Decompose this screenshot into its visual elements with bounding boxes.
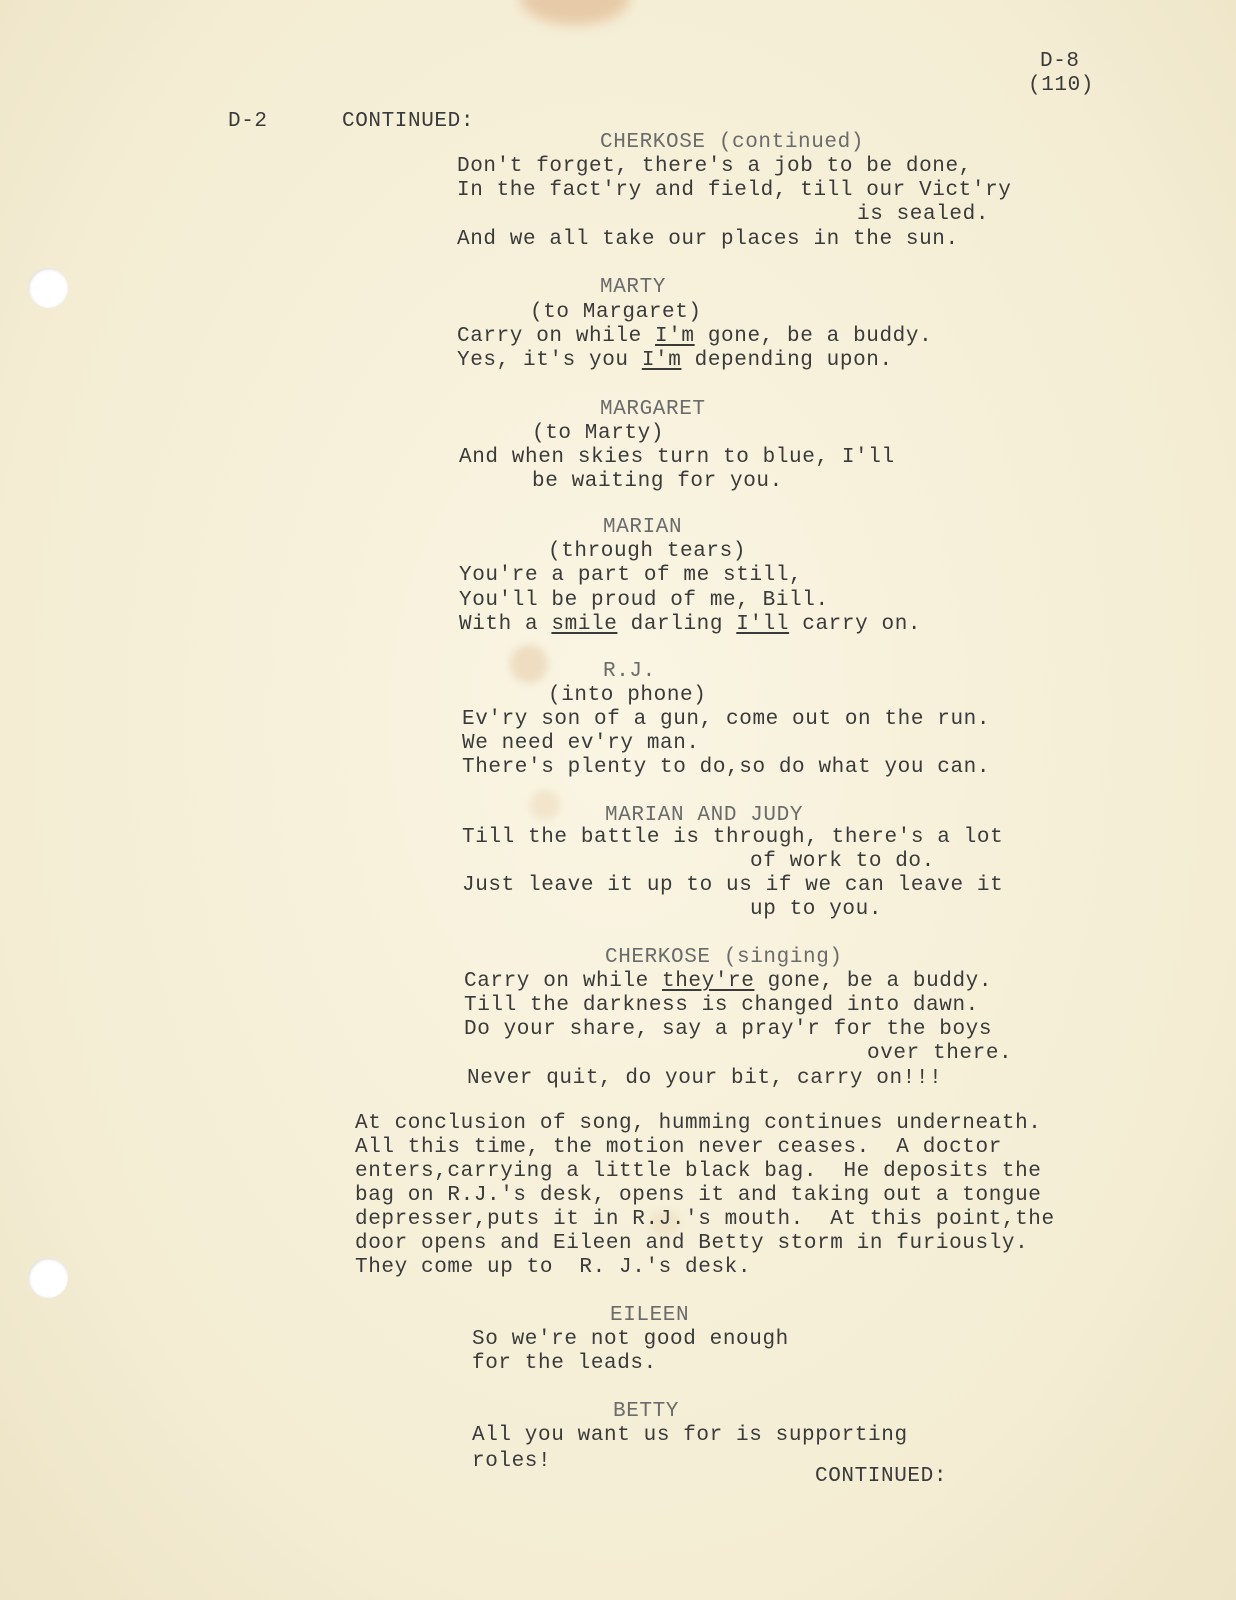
lyric-line: And we all take our places in the sun. [457,228,959,251]
stain-top [520,0,630,25]
page-index: (110) [1028,74,1095,97]
parenthetical: (to Margaret) [530,301,702,324]
lyric-line: Till the battle is through, there's a lot [462,826,1004,849]
action-line: depresser,puts it in R.J.'s mouth. At this point,the [355,1208,1055,1231]
lyric-line: Do your share, say a pray'r for the boys [464,1018,993,1041]
lyric-line: Never quit, do your bit, carry on!!! [467,1067,943,1090]
parenthetical: (to Marty) [532,422,665,445]
lyric-line: over there. [867,1042,1013,1065]
continued-bottom: CONTINUED: [815,1465,948,1488]
lyric-line: Carry on while I'm gone, be a buddy. [457,325,933,348]
punch-hole-top [28,268,68,308]
lyric-line: Just leave it up to us if we can leave it [462,874,1004,897]
character-name: MARTY [600,276,667,299]
underlined-word: I'll [736,613,790,636]
action-line: At conclusion of song, humming continues underneath. [355,1112,1042,1135]
parenthetical: (through tears) [548,540,747,563]
continued-top: CONTINUED: [342,110,475,133]
character-name: BETTY [613,1400,680,1423]
underlined-word: I'm [641,349,682,372]
dialogue-line: roles! [472,1450,552,1473]
punch-hole-bottom [28,1258,68,1298]
lyric-line: Till the darkness is changed into dawn. [464,994,979,1017]
lyric-line: Don't forget, there's a job to be done, [457,155,972,178]
character-name: CHERKOSE (singing) [605,946,843,969]
lyric-line: In the fact'ry and field, till our Vict'ry [457,179,1012,202]
action-line: enters,carrying a little black bag. He deposits the [355,1160,1042,1183]
lyric-line: There's plenty to do,so do what you can. [462,756,991,779]
underlined-word: I'm [655,325,695,348]
lyric-line: is sealed. [857,203,990,226]
lyric-line: And when skies turn to blue, I'll [459,446,895,469]
dialogue-line: for the leads. [472,1352,657,1375]
page-number: D-8 [1040,50,1080,73]
action-line: They come up to R. J.'s desk. [355,1256,752,1279]
action-line: door opens and Eileen and Betty storm in furiously. [355,1232,1029,1255]
lyric-line: of work to do. [750,850,935,873]
lyric-line: You're a part of me still, [459,564,803,587]
action-line: bag on R.J.'s desk, opens it and taking out a tongue [355,1184,1042,1207]
underlined-word: smile [551,613,618,636]
lyric-line: be waiting for you. [532,470,783,493]
stain-mid [510,645,548,683]
lyric-line: Yes, it's you I'm depending upon. [457,349,893,372]
stain-mid2 [530,790,560,820]
character-name: MARGARET [600,398,706,421]
action-line: All this time, the motion never ceases. A doctor [355,1136,1002,1159]
character-name: MARIAN AND JUDY [605,804,804,827]
underlined-word: they're [662,970,755,993]
lyric-line: You'll be proud of me, Bill. [459,589,829,612]
character-name: EILEEN [610,1304,690,1327]
lyric-line: We need ev'ry man. [462,732,700,755]
character-name: R.J. [603,660,656,683]
lyric-line: With a smile darling I'll carry on. [459,613,922,636]
parenthetical: (into phone) [548,684,707,707]
lyric-line: up to you. [750,898,883,921]
lyric-line: Ev'ry son of a gun, come out on the run. [462,708,991,731]
character-name: MARIAN [603,516,683,539]
dialogue-line: All you want us for is supporting [472,1424,908,1447]
character-name: CHERKOSE (continued) [600,131,865,154]
scene-number: D-2 [228,110,268,133]
dialogue-line: So we're not good enough [472,1328,789,1351]
lyric-line: Carry on while they're gone, be a buddy. [464,970,993,993]
